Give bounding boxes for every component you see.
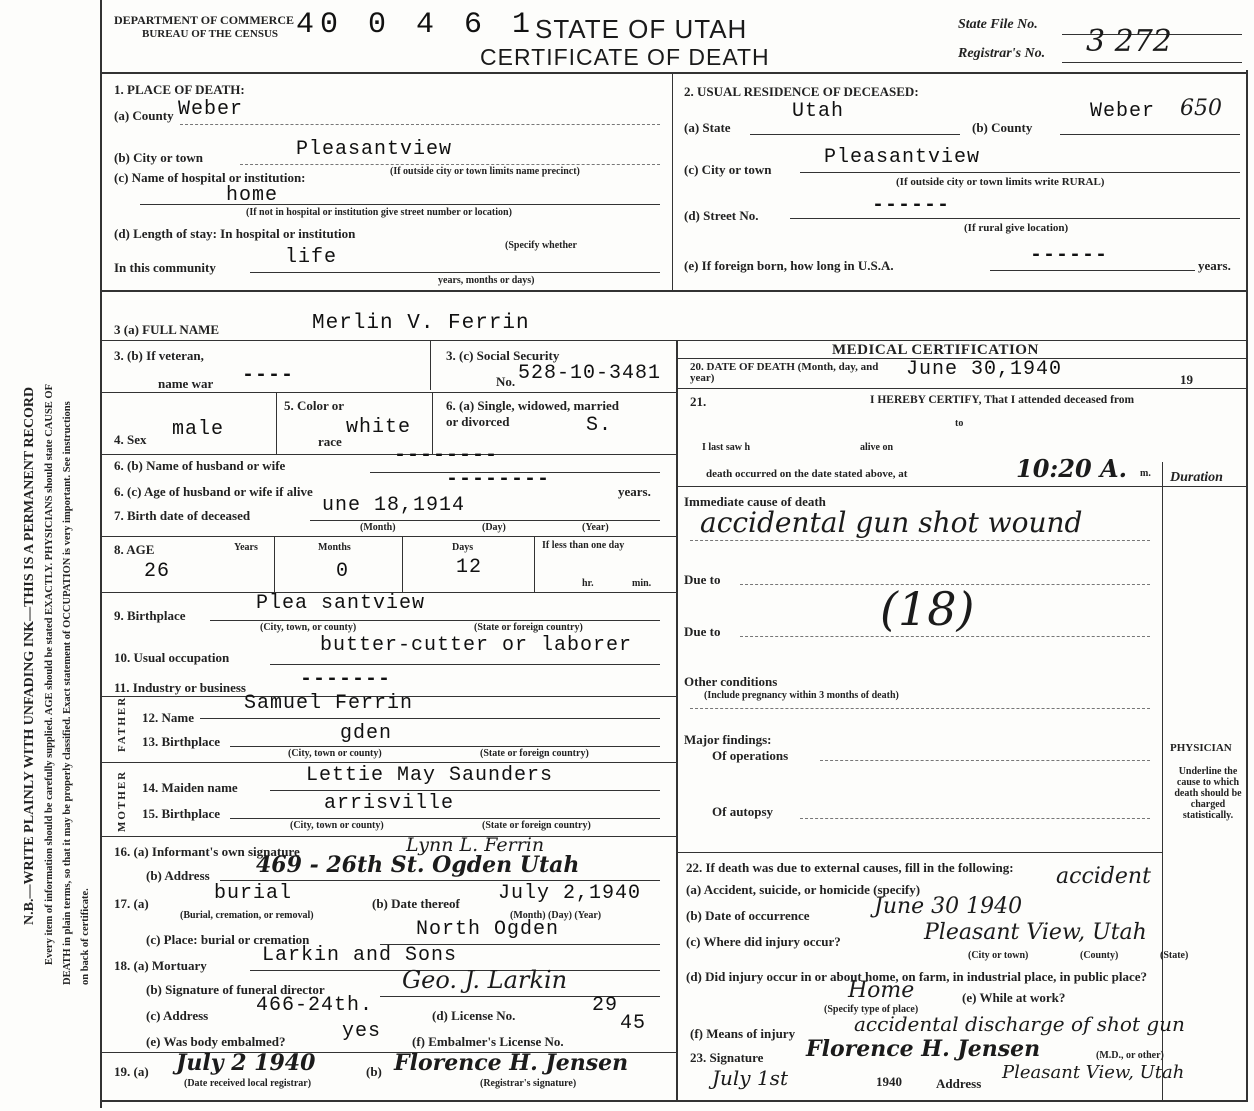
bottom-rule (100, 1100, 1248, 1102)
res-street-value: ------ (872, 194, 951, 217)
due-line-2 (740, 636, 1150, 637)
md-note: (M.D., or other) (1096, 1050, 1164, 1061)
burial-place: North Ogden (416, 918, 560, 941)
birthplace-state-note: (State or foreign country) (474, 622, 583, 633)
age-days: 12 (456, 556, 483, 579)
embalmed-label: (e) Was body embalmed? (146, 1034, 286, 1049)
signature-year: 1940 (876, 1074, 902, 1089)
sex-row-rule (100, 454, 676, 455)
veteran-rule (100, 392, 676, 393)
immediate-cause: accidental gun shot wound (700, 506, 1083, 539)
mother-birth-line (230, 818, 660, 819)
where-value: Pleasant View, Utah (924, 920, 1147, 945)
mother-name-label: 14. Maiden name (142, 780, 238, 795)
signature-label: 23. Signature (690, 1050, 764, 1065)
community-line (250, 272, 660, 273)
spouse-age-label: 6. (c) Age of husband or wife if alive (114, 484, 313, 499)
occurrence-label: (b) Date of occurrence (686, 908, 810, 923)
alive-on-label: alive on (860, 442, 894, 453)
city-line (240, 164, 660, 165)
birthplace-value: Plea santview (256, 592, 426, 615)
birthplace-city-note: (City, town, or county) (260, 622, 357, 633)
sex-divider (276, 392, 277, 454)
city-value: Pleasantview (296, 138, 453, 161)
major-label: Major findings: (684, 732, 772, 747)
occurred-rule (676, 486, 1246, 487)
mother-name-line (270, 790, 660, 791)
ymd-note: years, months or days) (438, 275, 535, 286)
spouse-age-value: -------- (446, 468, 551, 491)
underline-note: Underline the cause to which death should be charged statistically. (1174, 766, 1242, 821)
race-label: race (318, 434, 342, 449)
other-label: Other conditions (684, 674, 778, 689)
margin-note-ink: N.B.—WRITE PLAINLY WITH UNFADING INK—THIS IS A PERMANENT RECORD (22, 386, 37, 925)
director-signature: Geo. J. Larkin (402, 966, 568, 994)
age-years: 26 (144, 560, 171, 583)
reg-date: July 2 1940 (176, 1050, 316, 1076)
dod-label: 20. DATE OF DEATH (Month, day, and year) (690, 361, 879, 384)
informant-signature: Lynn L. Ferrin (406, 834, 545, 856)
name-row-rule (100, 340, 1248, 341)
birth-value: une 18,1914 (322, 494, 466, 517)
res-city-line (800, 172, 1240, 173)
war-label: name war (158, 376, 214, 391)
certificate-title: CERTIFICATE OF DEATH (480, 44, 770, 70)
registrar-label: Registrar's No. (958, 46, 1046, 61)
res-street-label: (d) Street No. (684, 208, 759, 223)
informant-addr-line (220, 880, 660, 881)
ss-divider (430, 340, 431, 390)
county-line (180, 124, 660, 125)
res-foreign-label: (e) If foreign born, how long in U.S.A. (684, 258, 894, 273)
means-value: accidental discharge of shot gun (854, 1012, 1185, 1036)
place-type-note: (Specify type of place) (824, 1004, 919, 1015)
marital-value: S. (586, 414, 613, 437)
state-file-label: State File No. (958, 17, 1038, 32)
min-label: min. (632, 578, 652, 589)
occupation-value: butter-cutter or laborer (320, 634, 633, 657)
res-county-line (1060, 134, 1240, 135)
res-county-code: 650 (1180, 96, 1222, 121)
other-note: (Include pregnancy within 3 months of death) (704, 690, 899, 701)
where-county-note: (County) (1080, 950, 1119, 961)
reg-label: 19. (a) (114, 1064, 149, 1079)
margin-note-age: Every item of information should be carefully supplied. AGE should be stated EXACTLY. PHYSICIANS should state CAUSE OF (44, 384, 55, 965)
signature-address-label: Address (936, 1076, 982, 1091)
specify-note: (Specify whether (505, 240, 577, 251)
father-birth-label: 13. Birthplace (142, 734, 220, 749)
residence-heading: 2. USUAL RESIDENCE OF DECEASED: (684, 84, 919, 99)
industry-value: ------- (300, 668, 392, 691)
signature-address: Pleasant View, Utah (1002, 1062, 1185, 1083)
less-than-day-label: If less than one day (542, 540, 625, 551)
header-rule (100, 72, 1248, 74)
reg-sig-note: (Registrar's signature) (480, 1078, 577, 1089)
mother-side-label: MOTHER (116, 769, 128, 832)
embalmed-value: yes (342, 1020, 382, 1043)
ss-no-label: No. (496, 374, 516, 389)
sex-value: male (172, 418, 225, 441)
occurred-label: death occurred on the date stated above, at (706, 468, 908, 480)
license-number: 29 (592, 994, 619, 1017)
dod-rule (676, 388, 1246, 389)
ss-label: 3. (c) Social Security (446, 348, 560, 363)
age-div1 (274, 536, 275, 592)
sec12-bottom-rule (100, 290, 1248, 292)
age-days-label: Days (452, 542, 474, 553)
duration-column (1162, 462, 1163, 1102)
birth-label: 7. Birth date of deceased (114, 508, 251, 523)
time-of-death: 10:20 A. (1016, 454, 1127, 483)
mortuary-label: 18. (a) Mortuary (114, 958, 207, 973)
age-div2 (402, 536, 403, 592)
occupation-label: 10. Usual occupation (114, 650, 230, 665)
burial-date-label: (b) Date thereof (372, 896, 460, 911)
due-to-2: Due to (684, 624, 721, 639)
marital-label: 6. (a) Single, widowed, married or divorced (446, 398, 619, 429)
community-value: life (285, 246, 338, 269)
autopsy-label: Of autopsy (712, 804, 774, 819)
reg-b-label: (b) (366, 1064, 382, 1079)
burial-note: (Burial, cremation, or removal) (180, 910, 314, 921)
res-city-value: Pleasantview (824, 146, 981, 169)
res-foreign-line (990, 270, 1195, 271)
mother-birthplace: arrisville (324, 792, 455, 815)
father-name-label: 12. Name (142, 710, 194, 725)
place-heading: 1. PLACE OF DEATH: (114, 82, 245, 97)
spouse-label: 6. (b) Name of husband or wife (114, 458, 286, 473)
birthplace-label: 9. Birthplace (114, 608, 186, 623)
medical-heading: MEDICAL CERTIFICATION (832, 342, 1039, 358)
county-value: Weber (178, 98, 244, 121)
margin-note-death: DEATH in plain terms, so that it may be properly classified. Exact statement of OCCUPATION is very important. See instructions (62, 401, 73, 985)
hospital-value: home (226, 184, 279, 207)
father-state-note: (State or foreign country) (480, 748, 589, 759)
registrar-number: 3 272 (1086, 24, 1172, 59)
cause-code: (18) (880, 582, 975, 636)
res-foreign-value: ------ (1030, 244, 1109, 267)
father-side-label: FATHER (116, 695, 128, 752)
res-street-note: (If rural give location) (964, 222, 1069, 234)
state-title: STATE OF UTAH (535, 14, 748, 44)
age-div3 (534, 536, 535, 592)
where-state-note: (State) (1160, 950, 1189, 961)
operations-label: Of operations (712, 748, 789, 763)
father-rule (100, 762, 676, 763)
community-label: In this community (114, 260, 216, 275)
burial-date: July 2,1940 (498, 882, 642, 905)
father-birth-line (230, 746, 660, 747)
spouse-years-label: years. (618, 484, 651, 499)
birth-day-note: (Day) (482, 522, 506, 533)
bureau-label: BUREAU OF THE CENSUS (142, 28, 279, 40)
column-divider (676, 340, 678, 1100)
registrar-line (1062, 62, 1242, 63)
accident-label: (a) Accident, suicide, or homicide (specify) (686, 882, 921, 897)
burial-date-note: (Month) (Day) (Year) (510, 910, 602, 921)
res-street-line (790, 218, 1240, 219)
age-years-label: Years (234, 542, 258, 553)
external-heading: 22. If death was due to external causes, fill in the following: (686, 860, 1014, 875)
res-state-line (750, 134, 960, 135)
certify-text: I HEREBY CERTIFY, That I attended deceased from (870, 394, 1135, 406)
mother-birth-label: 15. Birthplace (142, 806, 220, 821)
license-label: (d) License No. (432, 1008, 516, 1023)
home-label: (d) Did injury occur in or about home, on farm, in industrial place, in public place? (686, 969, 1148, 984)
left-frame-line (100, 0, 102, 1108)
work-label: (e) While at work? (962, 990, 1066, 1005)
informant-sig-label: 16. (a) Informant's own signature (114, 844, 300, 859)
certify-to: to (955, 418, 964, 429)
res-county-value: Weber (1090, 100, 1156, 123)
name-label: 3 (a) FULL NAME (114, 322, 220, 337)
ss-number: 528-10-3481 (518, 362, 662, 385)
father-name-line (200, 718, 660, 719)
certificate-number: 40 0 4 6 1 (296, 8, 537, 42)
hospital-note: (If outside city or town limits name precinct) (390, 166, 580, 177)
margin-note-instructions: on back of certificate. (80, 888, 91, 985)
age-label: 8. AGE (114, 542, 155, 557)
embalmer-license: 45 (620, 1012, 647, 1035)
res-state-value: Utah (792, 100, 845, 123)
industry-label: 11. Industry or business (114, 680, 246, 695)
stay-label: (d) Length of stay: In hospital or institution (114, 226, 356, 241)
director-label: (b) Signature of funeral director (146, 982, 325, 997)
birth-row-rule (100, 536, 676, 537)
certify-num: 21. (690, 394, 707, 409)
embalmer-license-label: (f) Embalmer's License No. (412, 1034, 564, 1049)
means-label: (f) Means of injury (690, 1026, 796, 1041)
informant-addr-label: (b) Address (146, 868, 210, 883)
mother-state-note: (State or foreign country) (482, 820, 591, 831)
operations-line (820, 760, 1150, 761)
full-name: Merlin V. Ferrin (312, 312, 530, 335)
county-label: (a) County (114, 108, 174, 123)
res-years-label: years. (1198, 258, 1231, 273)
mother-city-note: (City, town or county) (290, 820, 384, 831)
race-value: white (346, 416, 412, 439)
res-county-label: (b) County (972, 120, 1033, 135)
father-birthplace: gden (340, 722, 393, 745)
mother-rule (100, 836, 676, 837)
city-label: (b) City or town (114, 150, 203, 165)
hospital-note2: (If not in hospital or institution give street number or location) (246, 207, 512, 218)
mortuary-value: Larkin and Sons (262, 944, 458, 967)
father-city-note: (City, town or county) (288, 748, 382, 759)
dod-year: 19 (1180, 372, 1193, 387)
mortuary-addr-label: (c) Address (146, 1008, 209, 1023)
duration-label: Duration (1170, 470, 1223, 485)
hr-label: hr. (582, 578, 594, 589)
res-city-label: (c) City or town (684, 162, 772, 177)
registrar-signature: Florence H. Jensen (394, 1050, 629, 1076)
mortuary-address: 466-24th. (256, 994, 374, 1017)
sec1-divider (672, 72, 673, 290)
reg-date-note: (Date received local registrar) (184, 1078, 312, 1089)
home-value: Home (848, 978, 915, 1003)
right-frame-line (1246, 70, 1248, 1100)
signature-date: July 1st (712, 1066, 788, 1090)
father-name: Samuel Ferrin (244, 692, 414, 715)
dod-value: June 30,1940 (906, 358, 1063, 381)
sex-label: 4. Sex (114, 432, 147, 447)
hospital-line (140, 204, 660, 205)
mother-name: Lettie May Saunders (306, 764, 554, 787)
last-saw-label: I last saw h (702, 442, 751, 453)
birthplace-line (210, 620, 660, 621)
hospital-label: (c) Name of hospital or institution: (114, 170, 306, 185)
burial-value: burial (214, 882, 293, 905)
res-city-note: (If outside city or town limits write RURAL) (896, 176, 1105, 188)
war-value: ---- (242, 364, 295, 387)
medical-bottom-rule (676, 852, 1162, 853)
res-state-label: (a) State (684, 120, 731, 135)
where-city-note: (City or town) (968, 950, 1029, 961)
birth-line (310, 520, 660, 521)
occupation-line (270, 664, 660, 665)
veteran-label: 3. (b) If veteran, (114, 348, 204, 363)
immediate-line (690, 540, 1150, 541)
physician-label: PHYSICIAN (1170, 742, 1232, 754)
occurrence-date: June 30 1940 (874, 894, 1023, 919)
other-line (690, 708, 1150, 709)
burial-label: 17. (a) (114, 896, 149, 911)
accident-value: accident (1056, 864, 1151, 889)
age-months-label: Months (318, 542, 351, 553)
time-m: m. (1140, 468, 1151, 479)
dept-label: DEPARTMENT OF COMMERCE (114, 13, 295, 27)
age-months: 0 (336, 560, 350, 583)
birth-month-note: (Month) (360, 522, 396, 533)
autopsy-line (800, 818, 1150, 819)
where-label: (c) Where did injury occur? (686, 934, 841, 949)
physician-signature: Florence H. Jensen (806, 1036, 1041, 1062)
informant-address: 469 - 26th St. Ogden Utah (256, 852, 580, 878)
spouse-value: -------- (394, 444, 499, 467)
due-to-1: Due to (684, 572, 721, 587)
burial-place-label: (c) Place: burial or cremation (146, 932, 310, 947)
color-label: 5. Color or (284, 398, 345, 413)
immediate-label: Immediate cause of death (684, 494, 826, 509)
birth-year-note: (Year) (582, 522, 609, 533)
